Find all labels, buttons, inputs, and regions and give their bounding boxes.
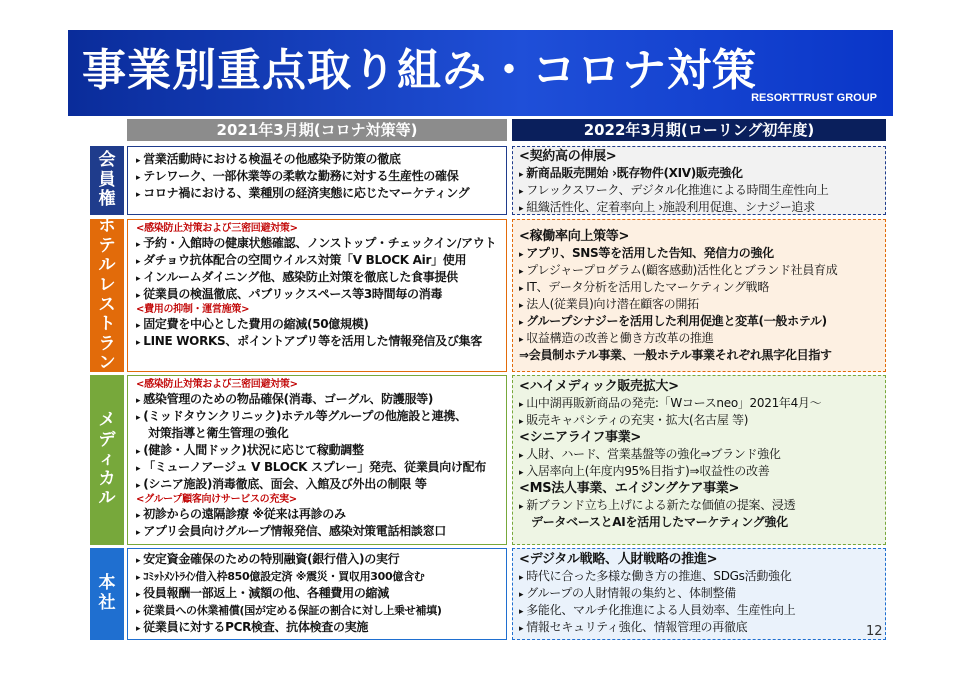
list-item: ▸ 情報セキュリティ強化、情報管理の再徹底 [519,619,885,636]
list-item: ▸ 多能化、マルチ化推進による人員効率、生産性向上 [519,602,885,619]
list-item: ▸ 「ミューノアージュ V BLOCK スプレー」発売、従業員向け配布 [136,459,506,476]
category-hotel [90,216,124,374]
list-item: ▸ 新商品販売開始 ›既存物件(XIV)販売強化 [519,165,885,182]
company-name: RESORTTRUST GROUP [751,92,877,104]
list-item: ▸ グループシナジーを活用した利用促進と変革(一般ホテル) [519,313,885,330]
category-medical [90,375,124,545]
list-item: ▸ ダチョウ抗体配合の空間ウイルス対策「V BLOCK Air」使用 [136,252,506,269]
hotel-left-panel [127,219,507,372]
list-item: ▸ 初診からの遠隔診療 ※従来は再診のみ [136,506,506,523]
subsection-label: <グループ顧客向けサービスの充実> [136,494,297,505]
section-heading: <ハイメディック販売拡大> [519,379,679,394]
list-item: ▸ 営業活動時における検温その他感染予防策の徹底 [136,151,506,168]
list-item: ▸ 従業員への休業補償(国が定める保証の割合に対し上乗せ補填) [136,602,506,619]
subsection-label: <感染防止対策および三密回避対策> [136,223,298,234]
list-item: ▸ アプリ会員向けグループ情報発信、感染対策電話相談窓口 [136,523,506,540]
page-title: 事業別重点取り組み・コロナ対策 [82,45,757,96]
list-item: ▸ LINE WORKS、ポイントアプリ等を活用した情報発信及び集客 [136,333,506,350]
list-item: ▸ プレジャープログラム(顧客感動)活性化とブランド社員育成 [519,262,885,279]
category-medical-label: メディカル [98,410,116,509]
section-heading: <シニアライフ事業> [519,430,642,445]
list-item: ▸ 感染管理のための物品確保(消毒、ゴーグル、防護服等) [136,391,506,408]
list-item: ▸ コロナ禍における、業種別の経済実態に応じたマーケティング [136,185,506,202]
category-hq-label: 本社 [98,573,116,613]
list-item: ▸ 安定資金確保のための特別融資(銀行借入)の実行 [136,551,506,568]
category-hq [90,548,124,640]
list-item: ▸ 入居率向上(年度内95%目指す)⇒収益性の改善 [519,463,885,480]
list-item: ▸ テレワーク、一部休業等の柔軟な勤務に対する生産性の確保 [136,168,506,185]
list-item: ▸ (シニア施設)消毒徹底、面会、入館及び外出の制限 等 [136,476,506,493]
list-item: ▸ 収益構造の改善と働き方改革の推進 [519,330,885,347]
section-heading: <MS法人事業、エイジングケア事業> [519,481,740,496]
list-item: ▸ 組織活性化、定着率向上 ›施設利用促進、シナジー追求 [519,199,885,215]
column-header-fy2022: 2022年3月期(ローリング初年度) [512,119,886,141]
section-heading: <稼働率向上策等> [519,229,630,244]
category-member-label: 会員権 [98,150,116,210]
category-member [90,146,124,215]
page-number: 12 [866,624,883,639]
list-item: ▸ (ミッドタウンクリニック)ホテル等グループの他施設と連携、 [136,408,506,425]
list-item: ▸ インルームダイニング他、感染防止対策を徹底した食事提供 [136,269,506,286]
hotel-right-panel [512,219,886,372]
list-item: ▸ 法人(従業員)向け潜在顧客の開拓 [519,296,885,313]
list-item: ▸ 山中湖再販新商品の発売:「Wコースneo」2021年4月～ [519,395,885,412]
hq-right-panel [512,548,886,640]
list-item: ▸ 予約・入館時の健康状態確認、ノンストップ・チェックイン/アウト [136,235,506,252]
member-right-panel [512,146,886,215]
list-item: ▸ ｺﾐｯﾄﾒﾝﾄﾗｲﾝ借入枠850億設定済 ※震災・買収用300億含む [136,568,506,585]
list-item: ▸ グループの人財情報の集約と、体制整備 [519,585,885,602]
list-item: ▸ 従業員に対するPCR検査、抗体検査の実施 [136,619,506,636]
section-heading: <デジタル戦略、人財戦略の推進> [519,552,718,567]
category-hotel-label: ホテルレストラン [98,216,116,374]
list-item: 対策指導と衛生管理の強化 [148,426,289,440]
medical-left-panel [127,375,507,545]
list-item: ▸ フレックスワーク、デジタル化推進による時間生産性向上 [519,182,885,199]
list-item: ▸ 新ブランド立ち上げによる新たな価値の提案、浸透 [519,497,885,514]
list-item: ▸ アプリ、SNS等を活用した告知、発信力の強化 [519,245,885,262]
list-item: データベースとAIを活用したマーケティング強化 [531,515,788,529]
list-item: ▸ 従業員の検温徹底、パブリックスペース等3時間毎の消毒 [136,286,506,303]
list-item: ▸ 販売キャパシティの充実・拡大(名古屋 等) [519,412,885,429]
subsection-label: <費用の抑制・運営施策> [136,304,250,315]
list-item: ▸ IT、データ分析を活用したマーケティング戦略 [519,279,885,296]
list-item: ▸ 役員報酬一部返上・減額の他、各種費用の縮減 [136,585,506,602]
column-header-fy2021: 2021年3月期(コロナ対策等) [127,119,507,141]
section-heading: <契約高の伸展> [519,149,617,164]
title-banner [68,30,893,116]
list-item: ▸ (健診・人間ドック)状況に応じて稼動調整 [136,442,506,459]
list-item: ▸ 固定費を中心とした費用の縮減(50億規模) [136,316,506,333]
hq-left-panel [127,548,507,640]
list-item: ▸ 人財、ハード、営業基盤等の強化⇒ブランド強化 [519,446,885,463]
subsection-label: <感染防止対策および三密回避対策> [136,379,298,390]
medical-right-panel [512,375,886,545]
member-left-panel [127,146,507,215]
hotel-goal-statement: ⇒会員制ホテル事業、一般ホテル事業それぞれ黒字化目指す [519,348,832,362]
list-item: ▸ 時代に合った多様な働き方の推進、SDGs活動強化 [519,568,885,585]
